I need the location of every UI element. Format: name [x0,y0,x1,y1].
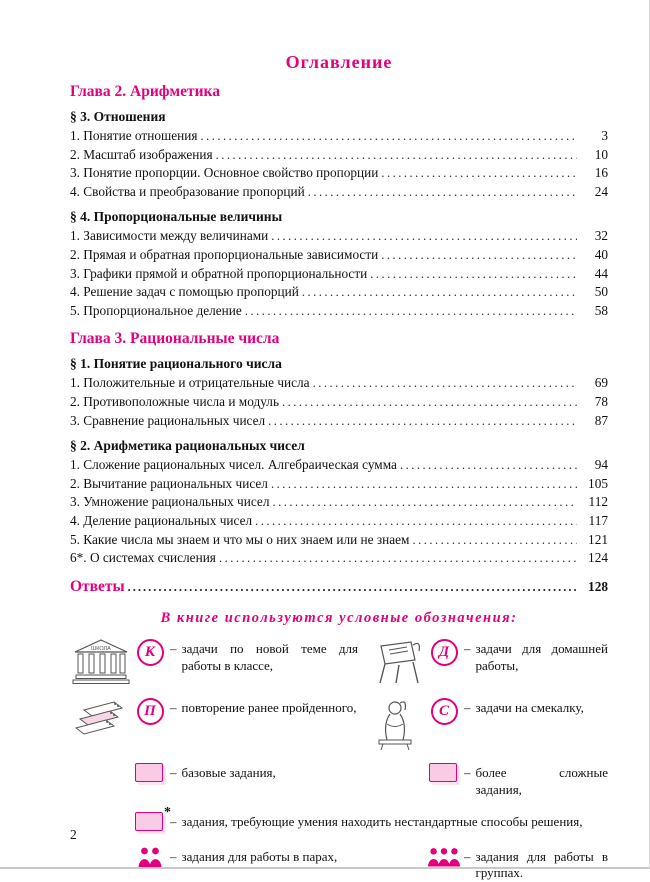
toc-item-title: 1. Зависимости между величинами [70,228,269,244]
wit-letter: С [431,698,458,725]
toc-item-page: 3 [601,128,608,143]
review-text: повторение ранее пройденного, [181,700,357,716]
toc-item [70,146,608,165]
toc-item-page: 50 [594,284,608,300]
legend-dash: – [170,700,177,716]
legend-dash: – [170,813,177,829]
chapter-2-title: Глава 2. Арифметика [70,83,220,100]
legend-item-classwork [70,639,358,685]
dot-leader [302,283,577,302]
legend [70,639,608,882]
dot-leader [370,265,577,284]
pink-square-asterisk-icon [132,804,171,834]
toc-item-page: 112 [588,494,608,510]
toc-item-page: 44 [594,265,608,281]
toc-item-title: 4. Решение задач с помощью пропорций [70,284,299,300]
section-2-title: § 2. Арифметика рациональных чисел [70,438,305,454]
toc-item [70,283,608,302]
legend-dash: – [464,641,471,657]
classwork-letter: К [137,639,164,666]
toc-item-page: 24 [594,183,608,199]
toc-item [70,183,608,202]
dot-leader [308,183,577,202]
review-symbol [132,698,168,725]
wit-text: задачи на смекалку, [475,700,584,716]
svg-text:ШКОЛА: ШКОЛА [91,646,111,653]
dot-leader [128,578,577,597]
legend-dash: – [464,765,471,781]
toc-item-title: 4. Деление рациональных чисел [70,512,253,528]
legend-item-complex [364,763,608,798]
toc-item-answers [70,578,608,597]
legend-dash: – [170,765,177,781]
toc-item [70,475,608,494]
toc-item-page: 58 [594,302,608,318]
toc-item [70,227,608,246]
homework-symbol [426,639,462,666]
legend-item-pairs [70,847,358,882]
dot-leader [381,246,577,265]
wit-symbol [426,698,462,725]
toc-item [70,164,608,183]
pairs-text: задания для работы в парах, [181,848,338,864]
legend-item-basic [70,763,358,798]
dot-leader [272,493,577,512]
toc-item [70,512,608,531]
legend-dash: – [464,848,471,864]
legend-item-wit [364,698,608,750]
toc-item-page: 78 [594,393,608,409]
toc-item-title: 3. Сравнение рациональных чисел [70,412,266,428]
page-number: 2 [70,827,77,842]
thinker-icon [364,698,426,750]
toc-item-page: 105 [588,475,608,491]
pair-icon [132,847,168,867]
legend-item-homework [364,639,608,685]
toc-item-page: 69 [594,375,608,391]
toc-item-page: 124 [588,550,608,566]
group-icon [426,847,462,867]
section-3-title: § 3. Отношения [70,109,166,124]
toc-item-page: 87 [594,412,608,428]
toc-item [70,549,608,568]
toc-item [70,246,608,265]
asterisk-mark: * [164,804,171,820]
dot-leader [255,512,577,531]
homework-letter: Д [431,639,458,666]
nonstandard-text: задания, требующие умения находить нестандартные способы решения, [181,813,583,829]
legend-heading: В книге используются условные обозначения: [160,610,518,627]
legend-dash: – [464,700,471,716]
dot-leader [313,374,577,393]
legend-dash: – [170,641,177,657]
dot-leader [412,531,577,550]
toc-item [70,412,608,431]
toc-item [70,456,608,475]
toc-item-title: 2. Противоположные числа и модуль [70,393,280,409]
toc-item-page: 117 [588,512,608,528]
dot-leader [400,456,577,475]
toc-item-title: 5. Какие числа мы знаем и что мы о них знаем или не знаем [70,531,410,547]
toc-item-page: 16 [594,165,608,181]
section-4-title: § 4. Пропорциональные величины [70,209,283,225]
toc-item-title: 6*. О системах счисления [70,550,216,566]
toc-item-title: 1. Сложение рациональных чисел. Алгебраическая сумма [70,457,397,473]
toc-item [70,393,608,412]
review-letter: П [137,698,164,725]
toc-item-page: 10 [594,146,608,162]
toc-item-title: 3. Графики прямой и обратной пропорциональности [70,265,368,281]
toc-item-title: 1. Понятие отношения [70,128,198,143]
dot-leader [219,549,577,568]
dot-leader [268,412,577,431]
toc-item [70,127,608,146]
pink-square-icon [426,763,462,785]
dot-leader [216,146,577,165]
toc-item-page: 121 [588,531,608,547]
toc-item-title: 3. Умножение рациональных чисел [70,494,270,510]
school-icon [70,639,132,685]
answers-page: 128 [588,578,608,594]
dot-leader [282,393,577,412]
legend-item-groups [364,847,608,882]
toc-item-title: 4. Свойства и преобразование пропорций [70,183,305,199]
chapter-3-title: Глава 3. Рациональные числа [70,330,280,348]
dot-leader [271,227,577,246]
dot-leader [381,164,577,183]
toc-item-page: 94 [594,457,608,473]
toc-item-title: 1. Положительные и отрицательные числа [70,375,310,391]
complex-text: более сложные задания, [475,765,608,797]
toc-item [70,493,608,512]
section-1-title: § 1. Понятие рационального числа [70,356,282,372]
toc-item [70,374,608,393]
pink-square-icon [132,763,168,785]
toc-item [70,302,608,321]
page-title: Оглавление [285,52,393,72]
toc-item [70,265,608,284]
toc-item-page: 40 [594,246,608,262]
dot-leader [245,302,577,321]
toc-item-title: 3. Понятие пропорции. Основное свойство пропорции [70,165,379,181]
toc-item-title: 2. Прямая и обратная пропорциональные зависимости [70,246,379,262]
desk-icon [364,639,426,685]
toc-item [70,531,608,550]
toc-item-title: 2. Вычитание рациональных чисел [70,475,268,491]
legend-item-review [70,698,358,750]
basic-text: базовые задания, [181,765,276,781]
answers-title: Ответы [70,577,125,595]
toc-item-page: 32 [594,228,608,244]
classwork-text: задачи по новой теме для работы в классе, [181,641,358,673]
legend-item-nonstandard [70,804,608,834]
legend-dash: – [170,848,177,864]
notebooks-icon [70,698,132,740]
homework-text: задачи для домашней работы, [475,641,608,673]
dot-leader [200,127,577,146]
classwork-symbol [132,639,168,666]
groups-text: задания для работы в группах. [475,848,608,881]
dot-leader [271,475,577,494]
toc-item-title: 5. Пропорциональное деление [70,302,242,318]
toc-item-title: 2. Масштаб изображения [70,146,213,162]
